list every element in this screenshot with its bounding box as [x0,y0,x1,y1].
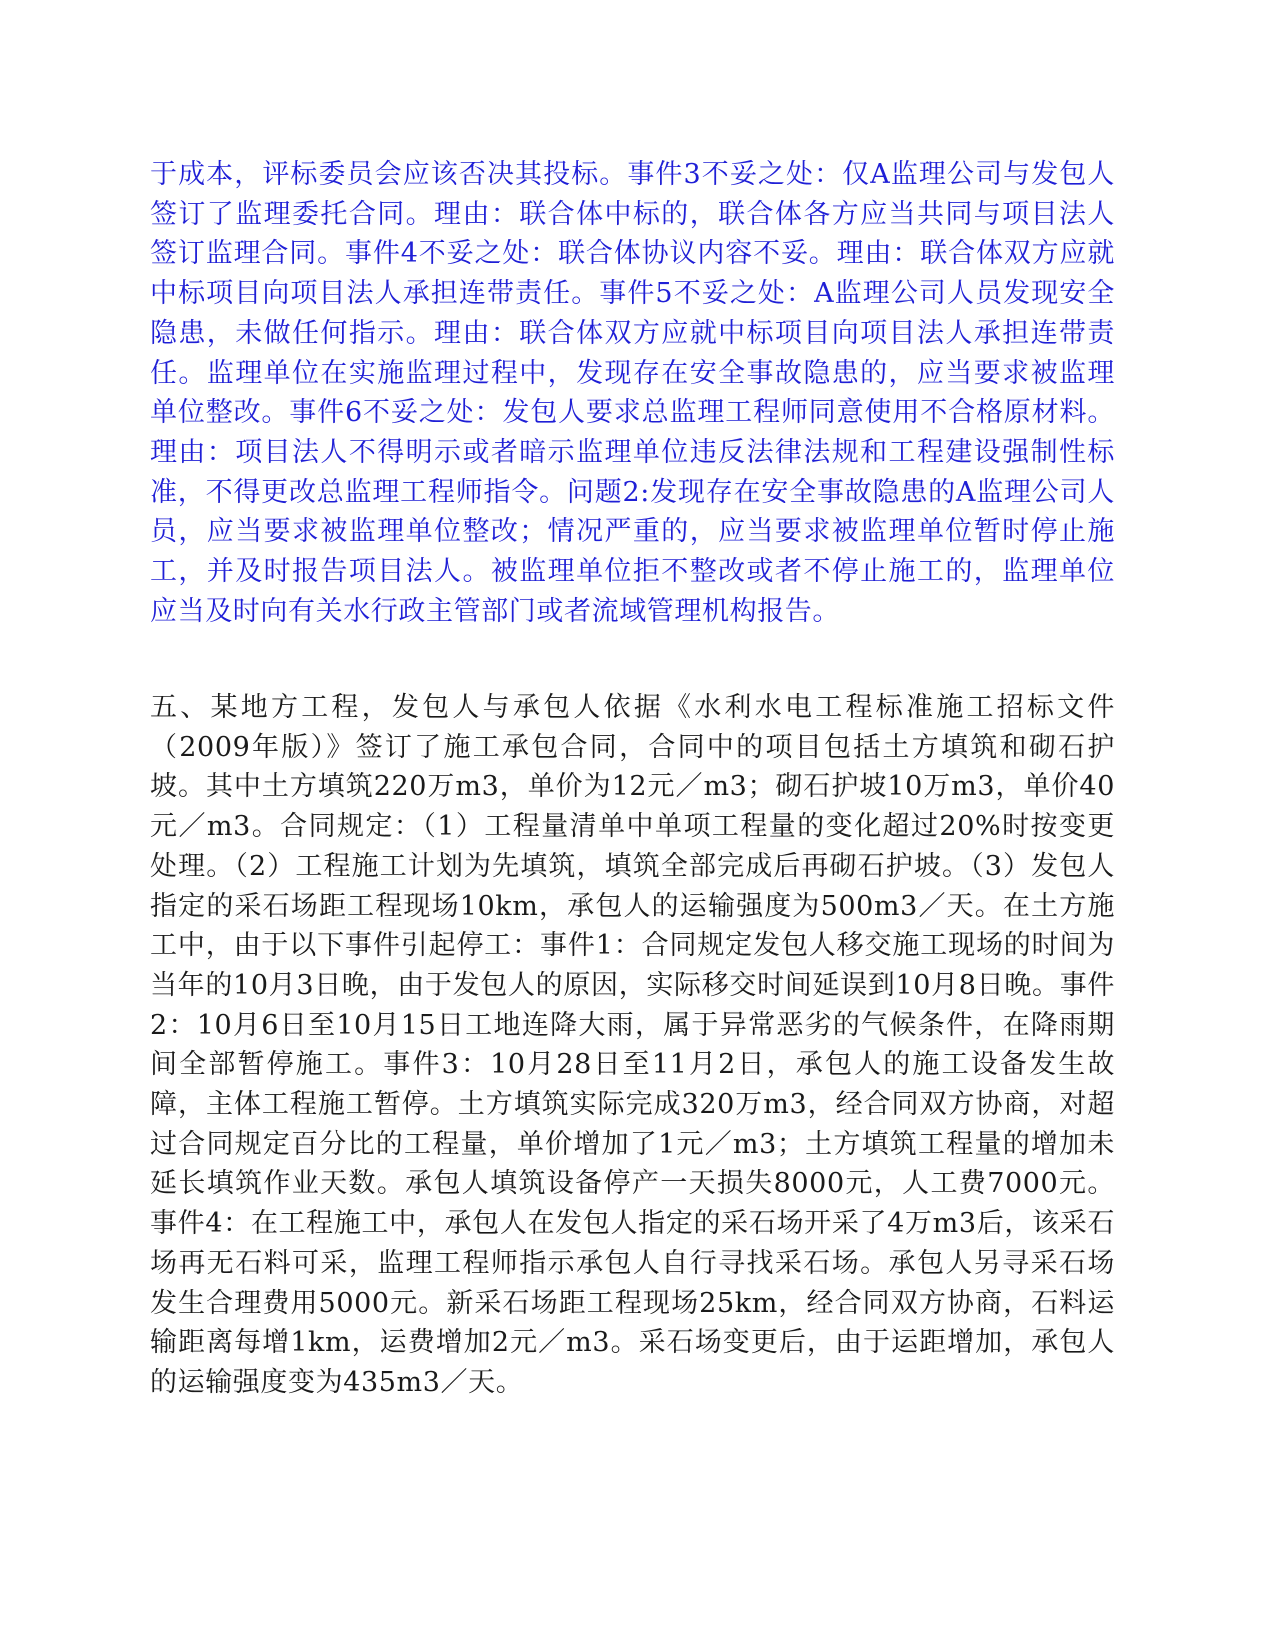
answer-paragraph: 于成本，评标委员会应该否决其投标。事件3不妥之处：仅A监理公司与发包人签订了监理委托合同。理由：联合体中标的，联合体各方应当共同与项目法人签订监理合同。事件4不妥之处：联合体协议内容不妥。理由：联合体双方应就中标项目向项目法人承担连带责任。事件5不妥之处：A监理公司人员发现安全隐患，未做任何指示。理由：联合体双方应就中标项目向项目法人承担连带责任。监理单位在实施监理过程中，发现存在安全事故隐患的，应当要求被监理单位整改。事件6不妥之处：发包人要求总监理工程师同意使用不合格原材料。理由：项目法人不得明示或者暗示监理单位违反法律法规和工程建设强制性标准，不得更改总监理工程师指令。问题2:发现存在安全事故隐患的A监理公司人员，应当要求被监理单位整改；情况严重的，应当要求被监理单位暂时停止施工，并及时报告项目法人。被监理单位拒不整改或者不停止施工的，监理单位应当及时向有关水行政主管部门或者流域管理机构报告。 [150,159,1115,627]
question-paragraph: 五、某地方工程，发包人与承包人依据《水利水电工程标准施工招标文件（2009年版）》签订了施工承包合同，合同中的项目包括土方填筑和砌石护坡。其中土方填筑220万m3，单价为12元／m3；砌石护坡10万m3，单价40元／m3。合同规定：（1）工程量清单中单项工程量的变化超过20%时按变更处理。（2）工程施工计划为先填筑，填筑全部完成后再砌石护坡。（3）发包人指定的采石场距工程现场10km，承包人的运输强度为500m3／天。在土方施工中，由于以下事件引起停工：事件1：合同规定发包人移交施工现场的时间为当年的10月3日晚，由于发包人的原因，实际移交时间延误到10月8日晚。事件2：10月6日至10月15日工地连降大雨，属于异常恶劣的气候条件，在降雨期间全部暂停施工。事件3：10月28日至11月2日，承包人的施工设备发生故障，主体工程施工暂停。土方填筑实际完成320万m3，经合同双方协商，对超过合同规定百分比的工程量，单价增加了1元／m3；土方填筑工程量的增加未延长填筑作业天数。承包人填筑设备停产一天损失8000元，人工费7000元。事件4：在工程施工中，承包人在发包人指定的采石场开采了4万m3后，该采石场再无石料可采，监理工程师指示承包人自行寻找采石场。承包人另寻采石场发生合理费用5000元。新采石场距工程现场25km，经合同双方协商，石料运输距离每增1km，运费增加2元／m3。采石场变更后，由于运距增加，承包人的运输强度变为435m3／天。 [150,692,1115,1398]
